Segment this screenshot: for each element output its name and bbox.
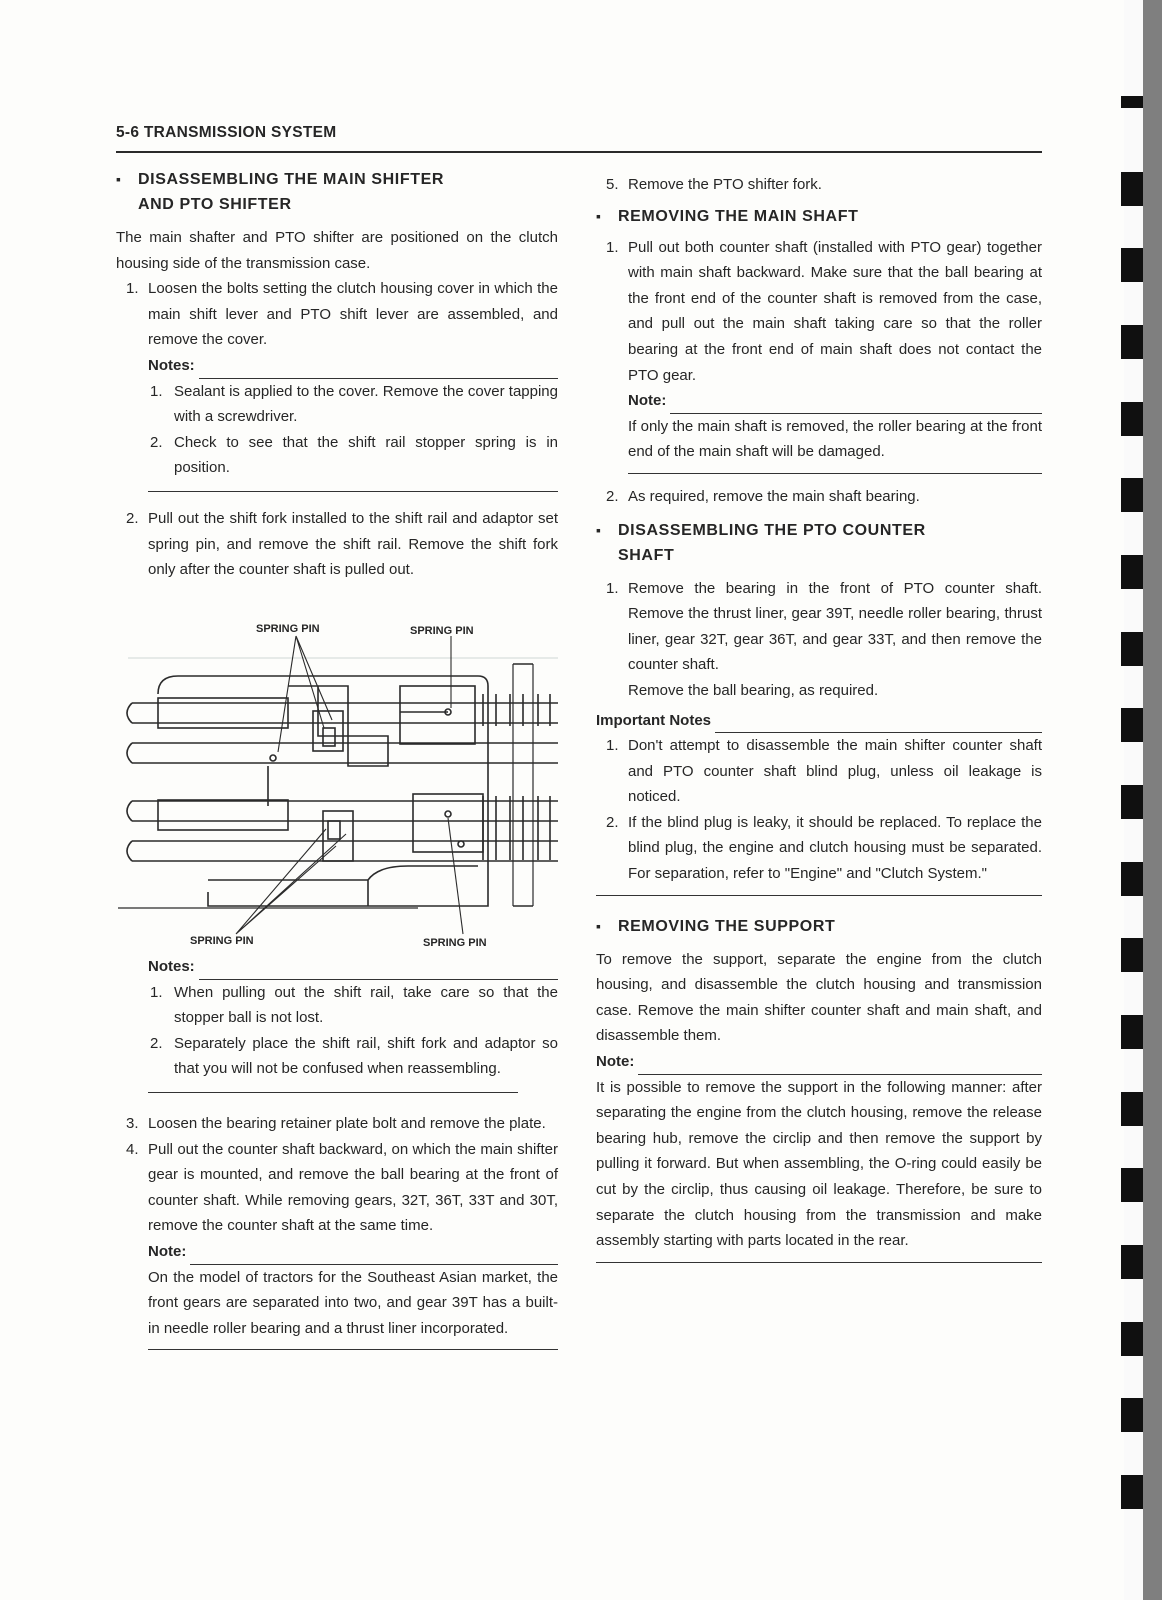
important-notes-end-rule xyxy=(596,895,1042,896)
main-shaft-note-label: Note: xyxy=(596,388,1042,414)
page-header: 5-6 TRANSMISSION SYSTEM xyxy=(116,124,337,141)
main-shaft-step-1: 1. Pull out both counter shaft (installed with PTO gear) together with main shaft backward. Make sure that the ball bearing at the front end of the counter shaft is removed from the case, and pull out the main shaft taking care so that the roller bearing at the front end of main shaft does not contact the PTO gear. xyxy=(606,238,1042,384)
support-note-end-rule xyxy=(596,1262,1042,1263)
important-notes-label: Important Notes xyxy=(596,708,1042,734)
notes-1-end-rule xyxy=(148,491,558,492)
left-column-lower xyxy=(116,954,558,1350)
diagram-label-spring-pin: SPRING PIN xyxy=(423,937,487,949)
notes-2-item: 1. When pulling out the shift rail, take care so that the stopper ball is not lost. xyxy=(150,983,558,1027)
note-3-text: On the model of tractors for the Southeast Asian market, the front gears are separated into two, and gear 39T has a built-in needle roller bearing and a thrust liner incorporated. xyxy=(148,1268,558,1337)
pto-step-1: 1. Remove the bearing in the front of PTO counter shaft. Remove the thrust liner, gear 39T, needle roller bearing, thrust liner, gear 32T, gear 36T, and gear 33T, and then remove the counter shaft. xyxy=(606,579,1042,674)
important-note-item: 2. If the blind plug is leaky, it should be replaced. To replace the blind plug, the engine and clutch housing must be separated. For separation, refer to "Engine" and "Clutch System." xyxy=(606,813,1042,883)
support-note-label: Note: xyxy=(596,1049,1042,1075)
pto-step-1b: Remove the ball bearing, as required. xyxy=(628,681,879,699)
diagram-label-spring-pin: SPRING PIN xyxy=(410,625,474,637)
step-3: 3. Loosen the bearing retainer plate bolt and remove the plate. xyxy=(126,1114,546,1132)
support-note-text: It is possible to remove the support in the following manner: after separating the engine from the clutch housing, remove the release bearing hub, remove the circlip and then remove the support by pulling it forward. But when assembling, the O-ring could easily be cut by the circlip, thus causing oil leakage. Therefore, be sure to separate the clutch housing from the transmission and make assembly starting with parts located in the rear. xyxy=(596,1078,1042,1250)
intro-paragraph: The main shafter and PTO shifter are positioned on the clutch housing side of the transmission case. xyxy=(116,229,558,272)
section-heading-support: ▪ REMOVING THE SUPPORT xyxy=(596,914,1042,939)
left-column xyxy=(116,167,558,583)
right-column xyxy=(596,172,1042,1263)
section-heading-main-shaft: ▪ REMOVING THE MAIN SHAFT xyxy=(596,204,1042,229)
note-3-end-rule xyxy=(148,1349,558,1350)
section-heading-main-shifter: ▪ DISASSEMBLING THE MAIN SHIFTER AND PTO SHIFTER xyxy=(116,167,558,217)
important-note-item: 1. Don't attempt to disassemble the main shifter counter shaft and PTO counter shaft blind plug, unless oil leakage is noticed. xyxy=(606,737,1042,806)
section-heading-pto-counter-shaft: ▪ DISASSEMBLING THE PTO COUNTER SHAFT xyxy=(596,518,1042,568)
notes-2-item: 2. Separately place the shift rail, shift fork and adaptor so that you will not be confused when reassembling. xyxy=(150,1034,558,1078)
diagram-label-spring-pin: SPRING PIN xyxy=(256,623,320,635)
diagram-label-spring-pin: SPRING PIN xyxy=(190,935,254,947)
step-2: 2. Pull out the shift fork installed to the shift rail and adaptor set spring pin, and remove the shift rail. Remove the shift fork only after the counter shaft is pulled out. xyxy=(126,509,558,579)
notes-2-end-rule xyxy=(148,1092,518,1093)
header-rule xyxy=(116,151,1042,153)
note-3-label: Note: xyxy=(116,1239,558,1265)
notes-2-label: Notes: xyxy=(116,954,558,980)
step-4: 4. Pull out the counter shaft backward, on which the main shifter gear is mounted, and remove the ball bearing at the front of counter shaft. While removing gears, 32T, 36T, 33T and 30T, remove the counter shaft at the same time. xyxy=(126,1140,558,1235)
notes-1-label: Notes: xyxy=(116,353,558,379)
main-shaft-step-2: 2. As required, remove the main shaft bearing. xyxy=(606,487,920,505)
main-shaft-note-end-rule xyxy=(628,473,1042,474)
main-shaft-note-text: If only the main shaft is removed, the roller bearing at the front end of the main shaft will be damaged. xyxy=(628,417,1042,461)
notes-1-item: 2. Check to see that the shift rail stopper spring is in position. xyxy=(150,433,558,477)
step-1: 1. Loosen the bolts setting the clutch housing cover in which the main shift lever and PTO shift lever are assembled, and remove the cover. xyxy=(126,280,558,349)
binding-strip xyxy=(1124,0,1143,1600)
shift-rail-diagram-svg xyxy=(118,616,563,952)
step-5: 5. Remove the PTO shifter fork. xyxy=(606,176,822,193)
support-paragraph: To remove the support, separate the engine from the clutch housing, and disassemble the clutch housing and transmission case. Remove the main shifter counter shaft and main shaft, and disassemble them. xyxy=(596,950,1042,1045)
shift-rail-diagram xyxy=(118,616,563,952)
notes-1-item: 1. Sealant is applied to the cover. Remove the cover tapping with a screwdriver. xyxy=(150,382,558,426)
